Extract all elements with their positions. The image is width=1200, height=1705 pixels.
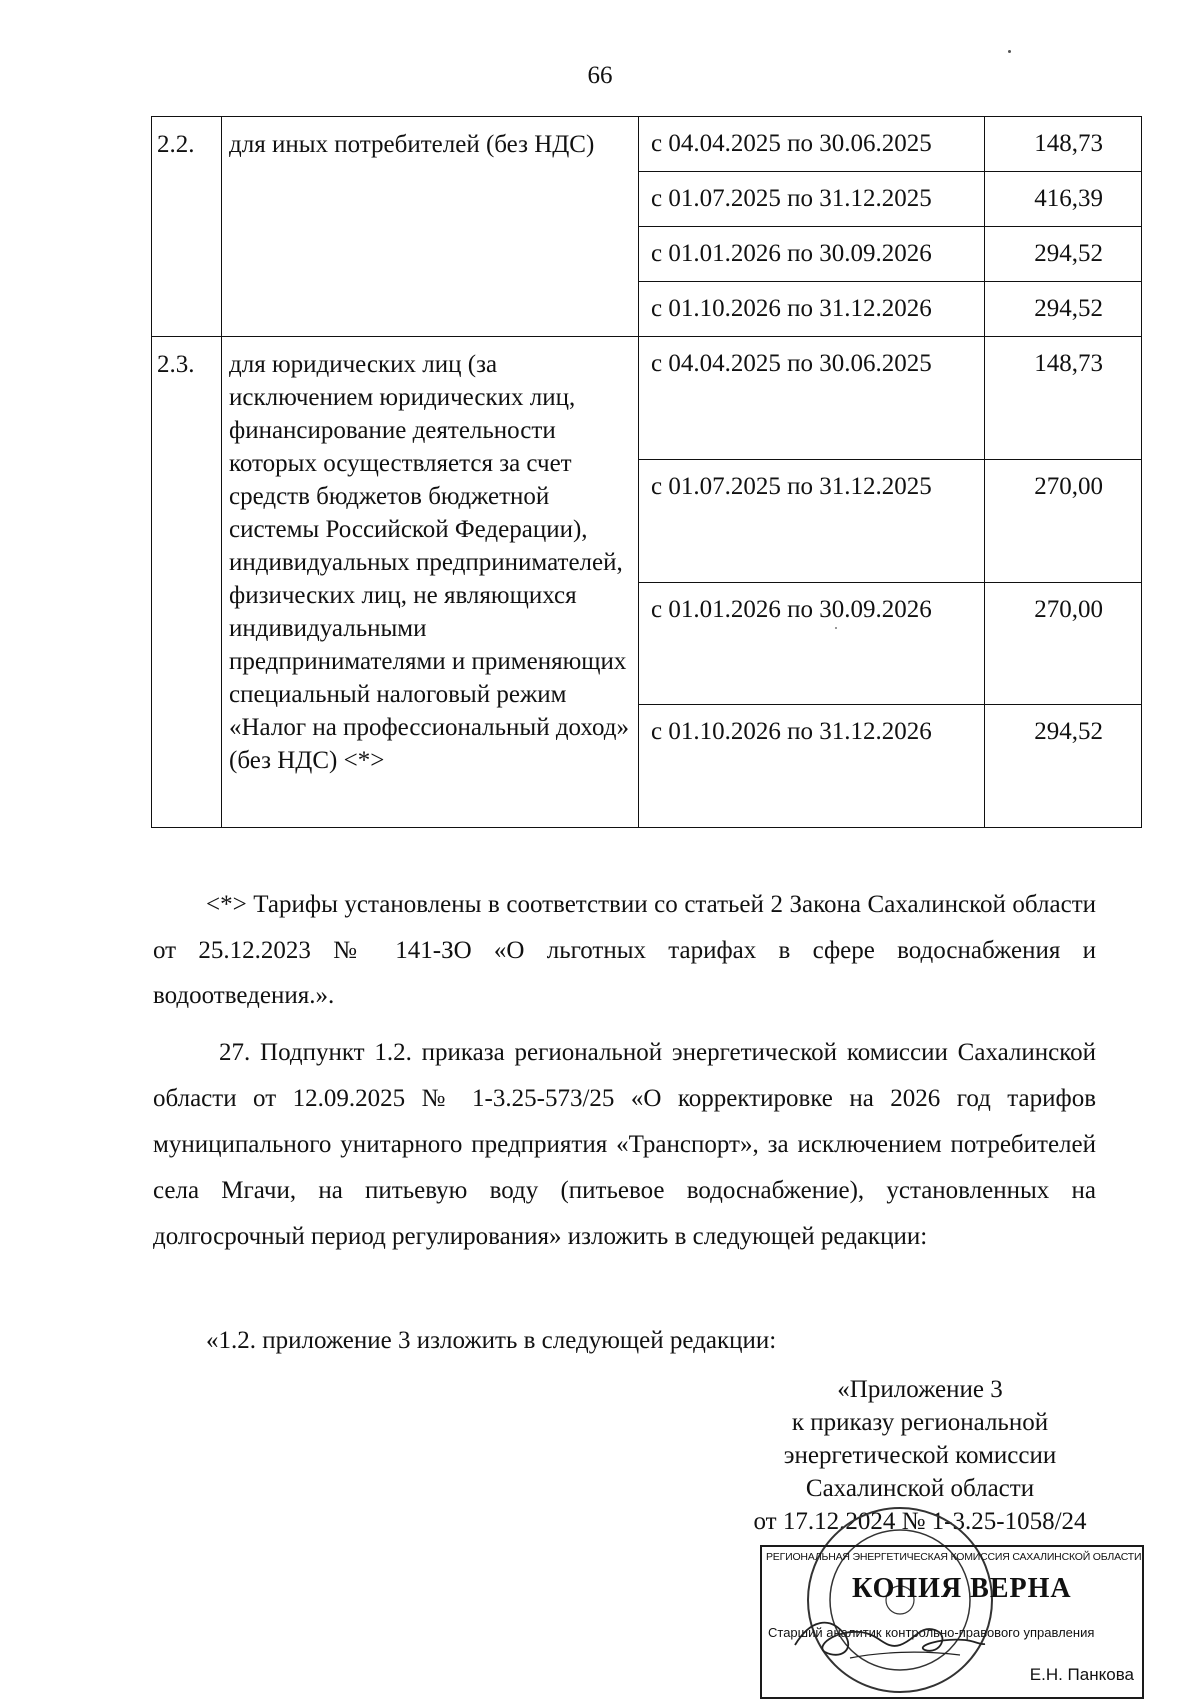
row-number: 2.2.: [152, 117, 222, 337]
tariff-period: с 01.07.2025 по 31.12.2025: [639, 172, 985, 227]
appendix-line: энергетической комиссии: [783, 1442, 1057, 1469]
handwritten-signature-icon: [790, 1600, 990, 1670]
tariff-value: 294,52: [985, 705, 1142, 828]
stamp-signatory-name: Е.Н. Панкова: [1029, 1665, 1134, 1684]
stamp-title: КОПИЯ ВЕРНА: [852, 1573, 1072, 1604]
appendix-line: «Приложение 3: [837, 1376, 1003, 1403]
tariff-value: 148,73: [985, 117, 1142, 172]
scan-speck: [1008, 50, 1011, 53]
tariff-value: 294,52: [985, 282, 1142, 337]
tariff-value: 294,52: [985, 227, 1142, 282]
tariff-value: 416,39: [985, 172, 1142, 227]
footnote: <*> Тарифы установлены в соответствии со статьей 2 Закона Сахалинской области от 25.12.2023 № 141-ЗО «О льготных тарифах в сфере водоснабжения и водоотведения.».: [153, 891, 1096, 1009]
consumer-description: для юридических лиц (за исключением юридических лиц, финансирование деятельности которых осуществляется за счет средств бюджетов бюджетной системы Российской Федерации), индивидуальных предпринимателей, физических лиц, не являющихся индивидуальными предпринимателями и применяющих специальный налоговый режим «Налог на профессиональный доход» (без НДС) <*>: [222, 337, 639, 828]
page-number: 66: [587, 62, 613, 89]
appendix-line: Сахалинской области: [805, 1475, 1035, 1502]
tariff-period: с 01.10.2026 по 31.12.2026: [639, 705, 985, 828]
tariff-period: с 01.01.2026 по 30.09.2026: [639, 582, 985, 705]
paragraph-27: 27. Подпункт 1.2. приказа региональной энергетической комиссии Сахалинской области от 12.09.2025 № 1-3.25-573/25 «О корректировке на 2026 год тарифов муниципального унитарного предприятия «Транспорт», за исключением потребителей села Мгачи, на питьевую воду (питьевое водоснабжение), установленных на долгосрочный период регулирования» изложить в следующей редакции:: [153, 1039, 1096, 1250]
tariff-period: с 01.01.2026 по 30.09.2026: [639, 227, 985, 282]
stamp-organization: РЕГИОНАЛЬНАЯ ЭНЕРГЕТИЧЕСКАЯ КОМИССИЯ САХАЛИНСКОЙ ОБЛАСТИ: [766, 1551, 1142, 1563]
tariff-period: с 04.04.2025 по 30.06.2025: [639, 117, 985, 172]
table-row: [152, 337, 1142, 460]
appendix-line: к приказу региональной: [791, 1409, 1049, 1436]
tariff-period: с 01.10.2026 по 31.12.2026: [639, 282, 985, 337]
appendix-line: от 17.12.2024 № 1-3.25-1058/24: [753, 1508, 1087, 1535]
stamp-position: Старший аналитик контрольно-правового управления: [768, 1625, 1095, 1640]
tariff-period: с 01.07.2025 по 31.12.2025: [639, 459, 985, 582]
tariff-value: 148,73: [985, 337, 1142, 460]
consumer-description: для иных потребителей (без НДС): [222, 117, 639, 337]
tariff-value: 270,00: [985, 582, 1142, 705]
tariff-value: 270,00: [985, 459, 1142, 582]
table-row: [152, 117, 1142, 172]
row-number: 2.3.: [152, 337, 222, 828]
subparagraph: «1.2. приложение 3 изложить в следующей редакции:: [206, 1327, 777, 1354]
tariff-table: [151, 116, 1142, 828]
tariff-period: с 04.04.2025 по 30.06.2025: [639, 337, 985, 460]
